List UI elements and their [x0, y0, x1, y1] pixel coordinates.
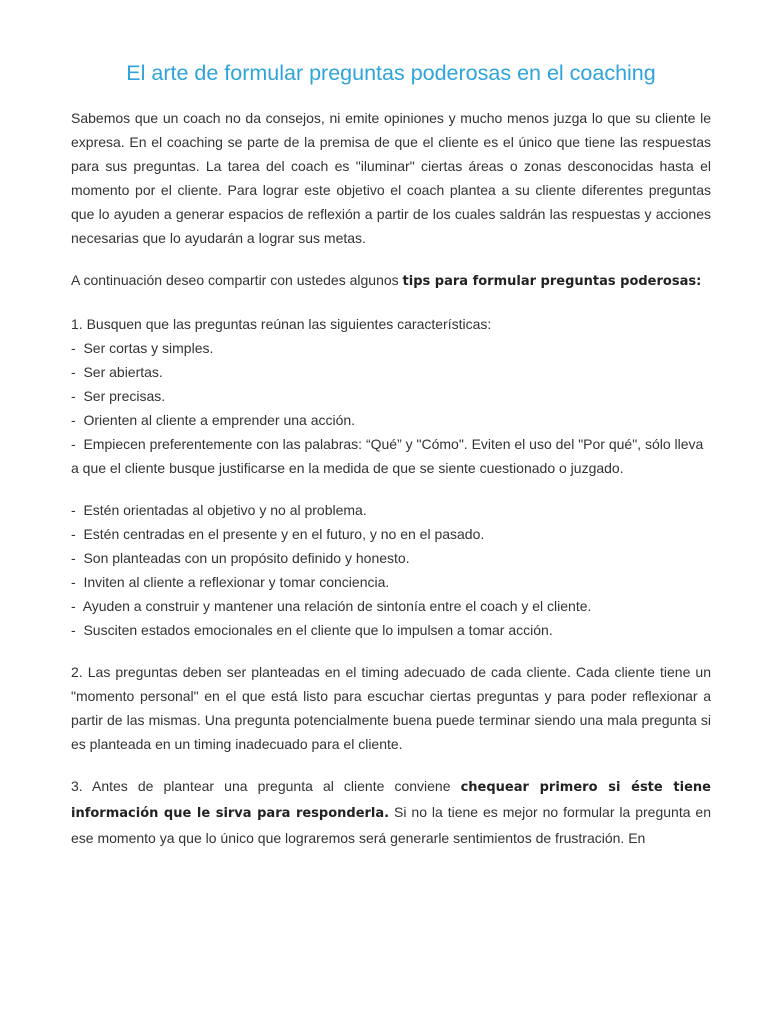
tips-intro-text: A continuación deseo compartir con ustedes algunos	[71, 272, 403, 288]
point-1-list	[71, 312, 711, 480]
list-item-text: Son planteadas con un propósito definido y honesto.	[83, 550, 410, 566]
list-item-text: Susciten estados emocionales en el cliente que lo impulsen a tomar acción.	[83, 622, 553, 638]
point-1-heading: 1. Busquen que las preguntas reúnan las siguientes características:	[71, 316, 492, 332]
list-item	[71, 618, 711, 642]
list-item-text: Ser cortas y simples.	[83, 340, 214, 356]
dash-bullet: -	[71, 622, 76, 638]
dash-bullet: -	[71, 502, 76, 518]
list-item-text: Inviten al cliente a reflexionar y tomar conciencia.	[83, 574, 390, 590]
list-item	[71, 384, 711, 408]
dash-bullet: -	[71, 388, 76, 404]
tips-intro-bold: tips para formular preguntas poderosas:	[402, 274, 702, 289]
point-3-text-after: Si no la tiene es mejor no formular la pregunta en ese momento ya que lo único que lograremos será generarle sentimientos de frustración. En	[71, 804, 711, 846]
dash-bullet: -	[71, 364, 76, 380]
list-item	[71, 360, 711, 384]
list-item-text: Estén orientadas al objetivo y no al problema.	[83, 502, 367, 518]
list-item-text: Ser precisas.	[83, 388, 166, 404]
list-item-text: Orienten al cliente a emprender una acción.	[83, 412, 356, 428]
dash-bullet: -	[71, 550, 76, 566]
list-item	[71, 570, 711, 594]
dash-bullet: -	[71, 526, 76, 542]
list-item	[71, 336, 711, 360]
intro-paragraph: Sabemos que un coach no da consejos, ni emite opiniones y mucho menos juzga lo que su cliente le expresa. En el coaching se parte de la premisa de que el cliente es el único que tiene las respuestas para sus preguntas. La tarea del coach es "iluminar" ciertas áreas o zonas desconocidas hasta el momento por el cliente. Para lograr este objetivo el coach plantea a su cliente diferentes preguntas que lo ayuden a generar espacios de reflexión a partir de los cuales saldrán las respuestas y acciones necesarias que lo ayudarán a lograr sus metas.	[71, 110, 711, 246]
dash-bullet: -	[71, 436, 76, 452]
list-item	[71, 594, 711, 618]
list-item	[71, 522, 711, 546]
list-item	[71, 432, 711, 480]
list-item	[71, 498, 711, 522]
list-item-text: Empiecen preferentemente con las palabras: “Qué” y "Cómo". Eviten el uso del "Por qué", sólo lleva a que el cliente busque justificarse en la medida de que se siente cuestionado o juzgado.	[71, 436, 704, 476]
point-3-text-before: 3. Antes de plantear una pregunta al cliente conviene	[71, 778, 461, 794]
tips-intro-paragraph	[71, 268, 711, 294]
dash-bullet: -	[71, 574, 76, 590]
point-2-paragraph: 2. Las preguntas deben ser planteadas en el timing adecuado de cada cliente. Cada cliente tiene un "momento personal" en el que está listo para escuchar ciertas preguntas y para poder reflexionar a partir de las mismas. Una pregunta potencialmente buena puede terminar siendo una mala pregunta si es planteada en un timing inadecuado para el cliente.	[71, 664, 711, 752]
document-page	[71, 58, 711, 868]
dash-bullet: -	[71, 598, 76, 614]
list-item	[71, 546, 711, 570]
list-item-text: Ser abiertas.	[83, 364, 163, 380]
document-title: El arte de formular preguntas poderosas en el coaching	[126, 61, 656, 85]
list-item	[71, 408, 711, 432]
dash-bullet: -	[71, 340, 76, 356]
point-3-paragraph	[71, 774, 711, 850]
list-item-text: Ayuden a construir y mantener una relación de sintonía entre el coach y el cliente.	[82, 598, 592, 614]
point-1b-list	[71, 498, 711, 642]
point-3-bold: chequear primero si éste tiene información que le sirva para responderla.	[71, 780, 711, 821]
list-item-text: Estén centradas en el presente y en el futuro, y no en el pasado.	[83, 526, 485, 542]
dash-bullet: -	[71, 412, 76, 428]
